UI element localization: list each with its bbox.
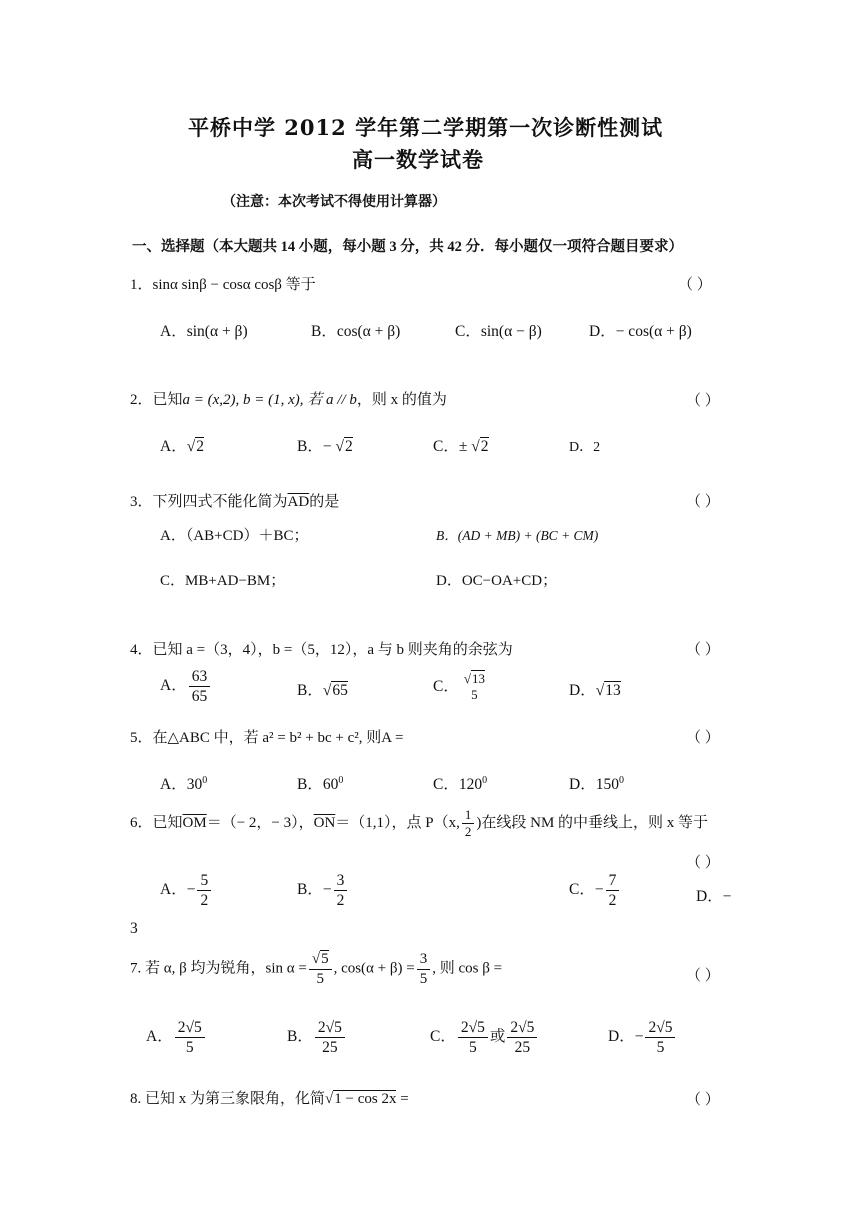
q5-option-d: D．$150^0$	[569, 774, 624, 793]
q4-d-value: 13	[605, 682, 621, 699]
q4-d-label: D．	[569, 682, 596, 699]
q1-option-d: D．− cos(α + β)	[589, 323, 692, 340]
q7-option-c: C． $\frac{2√5}{5}$ 或 $\frac{2√5}{25}$	[430, 1019, 539, 1056]
q3-option-c: C．MB+AD−BM；	[160, 573, 286, 589]
q2-option-d: D．2	[569, 440, 601, 455]
q4-c-numerator: √13	[463, 671, 485, 686]
q7-option-a: A． $\frac{2√5}{5}$	[146, 1019, 207, 1056]
q2-option-a: A．√2	[160, 438, 204, 455]
q5-stem: 5．在△ABC 中，若 a² = b² + bc + c², 则A =	[130, 730, 404, 746]
q7-stem: 7. 若 α, β 均为锐角，sin α = $\frac{√5}{5}$ , cos(α + β) = $\frac{3}{5}$ , 则 cos β =	[130, 951, 503, 987]
q4-option-b: B．√65	[297, 682, 348, 699]
q2-a-label: A．	[160, 438, 187, 455]
q1-option-c: C．sin(α − β)	[455, 323, 542, 340]
q4-c-label: C．	[433, 677, 459, 695]
q1-option-b: B．cos(α + β)	[311, 323, 401, 340]
q4-option-d: D．√13	[569, 682, 621, 699]
exam-note: （注意：本次考试不得使用计算器）	[222, 195, 446, 210]
q7-sin-fraction: $\frac{√5}{5}$	[309, 951, 332, 987]
q2-b-label: B．−	[297, 438, 332, 455]
exam-title-line1: 平桥中学 2012 学年第二学期第一次诊断性测试	[188, 115, 664, 140]
q1-stem: 1．sinα sinβ − cosα cosβ 等于	[130, 277, 316, 293]
q4-option-a	[160, 668, 212, 705]
section-heading: 一、选择题（本大题共 14 小题，每小题 3 分，共 42 分．每小题仅一项符合题目要求）	[132, 239, 683, 255]
q6-half-fraction: $\frac{1}{2}$	[462, 808, 475, 840]
q4-c-denominator: 5	[471, 687, 478, 703]
q6-option-a: A．− $\frac{5}{2}$	[160, 872, 213, 909]
q3-option-b: B．(AD + MB) + (BC + CM)	[436, 528, 599, 543]
q7-answer-paren: （ ）	[686, 968, 720, 984]
q4-stem: 4．已知 a =（3，4），b =（5，12），a 与 b 则夹角的余弦为	[130, 642, 513, 658]
q2-c-value: 2	[480, 438, 489, 455]
q6-vector-om: $\overline{OM}$	[182, 815, 207, 832]
q7-cos-fraction: $\frac{3}{5}$	[417, 951, 431, 987]
q6-answer-paren: （ ）	[686, 855, 720, 871]
q2-option-b: B．− √2	[297, 438, 353, 455]
q4-b-label: B．	[297, 682, 323, 699]
q2-option-c: C．± √2	[433, 438, 489, 455]
q1-answer-paren: （ ）	[678, 277, 712, 293]
q6-option-b: B．− $\frac{3}{2}$	[297, 872, 349, 909]
q2-answer-paren: （ ）	[686, 393, 720, 409]
q4-option-c	[433, 672, 490, 703]
exam-title-line2: 高一数学试卷	[352, 147, 484, 172]
q8-answer-paren: （ ）	[686, 1092, 720, 1108]
q2-c-label: C．±	[433, 438, 468, 455]
q8-stem: 8. 已知 x 为第三象限角，化简√1 − cos 2x =	[130, 1091, 409, 1107]
q6-option-c: C．− $\frac{7}{2}$	[569, 872, 621, 909]
q3-stem-suffix: 的是	[309, 494, 340, 510]
q6-stem: 6．已知$\overline{OM}=(- 2$，− 3），$\overline{ON}=(1,1)$，点 P（x, $\frac{1}{2}$ )在线段 NM 的中垂线上，则 x 等于	[130, 807, 709, 840]
q4-answer-paren: （ ）	[686, 642, 720, 658]
q2-stem-suffix: ，则 x 的值为	[356, 392, 447, 408]
q3-option-a: A．（AB+CD）＋BC；	[160, 528, 309, 544]
q4-b-value: 65	[332, 682, 348, 699]
q2-stem-math: a = (x,2), b = (1, x), 若 a // b	[182, 392, 357, 408]
q5-option-a: A．$30^0$	[160, 774, 208, 793]
q4-c-fraction	[461, 672, 488, 703]
q7-option-b: B． $\frac{2√5}{25}$	[287, 1019, 347, 1056]
q2-stem-prefix: 2．已知	[130, 392, 183, 408]
q7-option-d: D．− $\frac{2√5}{5}$	[608, 1019, 677, 1056]
q3-stem	[130, 490, 339, 511]
q5-answer-paren: （ ）	[686, 730, 720, 746]
q4-a-denominator: 65	[191, 688, 208, 706]
q5-option-c: C．$120^0$	[433, 774, 488, 793]
q1-option-a: A．sin(α + β)	[160, 323, 248, 340]
q6-vector-on: $\overline{ON}$	[313, 815, 336, 832]
q8-radicand: 1 − cos 2x	[334, 1091, 397, 1107]
q4-a-label: A．	[160, 677, 187, 695]
q4-a-fraction	[189, 668, 211, 705]
q5-option-b: B．$60^0$	[297, 774, 344, 793]
q6-option-d: D．−	[696, 888, 732, 905]
q3-answer-paren: （ ）	[686, 494, 720, 510]
q2-stem	[130, 388, 447, 409]
q3-option-d: D．OC−OA+CD；	[436, 573, 558, 589]
q4-a-numerator: 63	[189, 668, 211, 687]
q2-b-value: 2	[344, 438, 353, 455]
q3-stem-vector: $\overline{AD}$	[287, 494, 310, 510]
q2-a-value: 2	[196, 438, 204, 455]
q6-option-d-wrap: 3	[130, 920, 138, 937]
q3-stem-prefix: 3．下列四式不能化简为	[130, 494, 288, 510]
